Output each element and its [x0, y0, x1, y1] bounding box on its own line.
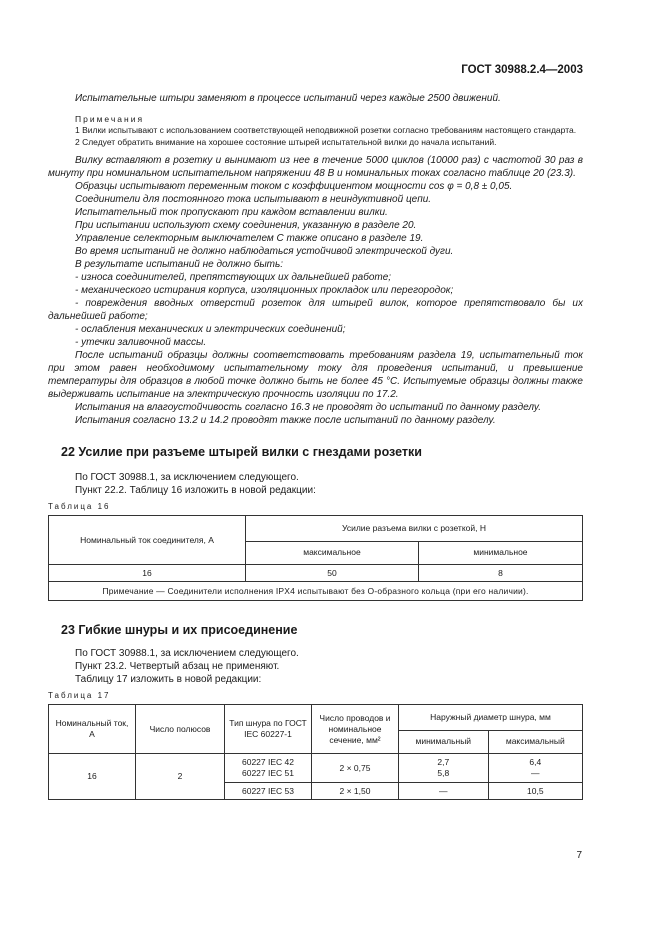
page-content [48, 92, 583, 800]
paragraph: По ГОСТ 30988.1, за исключением следующего. [75, 472, 299, 483]
paragraph: Управление селекторным выключателем С также описано в разделе 19. [75, 233, 424, 244]
paragraph: Испытательный ток пропускают при каждом вставлении вилки. [75, 207, 388, 218]
paragraph: Образцы испытывают переменным током с коэффициентом мощности cos φ = 0,8 ± 0,05. [75, 181, 513, 192]
paragraph: После испытаний образцы должны соответствовать требованиям раздела 19, испытательный ток при этом равен необходимому испытательному току для проведения испытаний, и превышение температуры для образцов в любой точке должно быть не более 45 °С. Испытуемые образцы должны также выдерживать испытание на электрическую прочность изоляции по 17.2. [48, 350, 583, 400]
paragraph: Пункт 23.2. Четвертый абзац не применяют. [75, 661, 280, 672]
cell-max: 50 [246, 565, 419, 582]
cell-wires: 2 × 1,50 [312, 783, 399, 800]
page-number: 7 [576, 850, 582, 861]
list-item: - износа соединителей, препятствующих их дальнейшей работе; [75, 272, 392, 283]
header-current: Номинальный ток, А [49, 705, 136, 754]
cell-diameter-min: 2,7 5,8 [399, 754, 489, 783]
paragraph: По ГОСТ 30988.1, за исключением следующего. [75, 648, 299, 659]
note: 1 Вилки испытывают с использованием соответствующей неподвижной розетки согласно требованиям настоящего стандарта. [75, 125, 577, 135]
paragraph: Испытательные штыри заменяют в процессе испытаний через каждые 2500 движений. [75, 93, 501, 104]
cell-poles: 2 [136, 754, 225, 800]
paragraph: Испытания согласно 13.2 и 14.2 проводят также после испытаний по данному разделу. [75, 415, 496, 426]
header-min: минимальное [418, 541, 582, 564]
header-diameter-max: максимальный [488, 730, 582, 753]
paragraph: Испытания на влагоустойчивость согласно 16.3 не проводят до испытаний по данному разделу. [75, 402, 541, 413]
header-diameter-min: минимальный [399, 730, 489, 753]
cell-diameter-max: 6,4 — [488, 754, 582, 783]
header-wires: Число проводов и номинальное сечение, мм² [312, 705, 399, 754]
header-force: Усилие разъема вилки с розеткой, Н [246, 516, 583, 542]
list-item: - повреждения вводных отверстий розеток для штырей вилок, которое препятствовало бы их дальнейшей работе; [48, 298, 583, 322]
header-poles: Число полюсов [136, 705, 225, 754]
cell-diameter-min: — [399, 783, 489, 800]
cell-current: 16 [49, 565, 246, 582]
paragraph: В результате испытаний не должно быть: [75, 259, 284, 270]
paragraph: Таблицу 17 изложить в новой редакции: [75, 674, 262, 685]
paragraph: Соединители для постоянного тока испытывают в неиндуктивной цепи. [75, 194, 432, 205]
list-item: - механического истирания корпуса, изоляционных прокладок или перегородок; [75, 285, 454, 296]
header-cord-type: Тип шнура по ГОСТ IEC 60227-1 [225, 705, 312, 754]
notes-heading: Примечания [75, 114, 145, 124]
table-16-caption: Таблица 16 [48, 502, 111, 511]
table-16-note: Примечание — Соединители исполнения IPX4 испытывают без О-образного кольца (при его наличии). [49, 582, 583, 601]
cell-diameter-max: 10,5 [488, 783, 582, 800]
document-code: ГОСТ 30988.2.4—2003 [461, 64, 583, 76]
paragraph: Вилку вставляют в розетку и вынимают из нее в течение 5000 циклов (10000 раз) с частотой 30 раз в минуту при номинальном испытательном напряжении 48 В и номинальных токах согласно таблице 20 (23.3). [48, 155, 583, 179]
table-17 [48, 704, 583, 800]
section-23-title: 23 Гибкие шнуры и их присоединение [61, 623, 298, 637]
header-diameter: Наружный диаметр шнура, мм [399, 705, 583, 731]
paragraph: При испытании используют схему соединения, указанную в разделе 20. [75, 220, 417, 231]
list-item: - утечки заливочной массы. [75, 337, 207, 348]
table-16 [48, 515, 583, 601]
section-22-title: 22 Усилие при разъеме штырей вилки с гнездами розетки [61, 445, 422, 459]
list-item: - ослабления механических и электрических соединений; [75, 324, 346, 335]
table-17-caption: Таблица 17 [48, 691, 111, 700]
cell-min: 8 [418, 565, 582, 582]
cell-current: 16 [49, 754, 136, 800]
cell-wires: 2 × 0,75 [312, 754, 399, 783]
paragraph: Пункт 22.2. Таблицу 16 изложить в новой редакции: [75, 485, 316, 496]
cell-cord-type: 60227 IEC 42 60227 IEC 51 [225, 754, 312, 783]
cell-cord-type: 60227 IEC 53 [225, 783, 312, 800]
header-current: Номинальный ток соединителя, А [49, 516, 246, 565]
header-max: максимальное [246, 541, 419, 564]
paragraph: Во время испытаний не должно наблюдаться устойчивой электрической дуги. [75, 246, 454, 257]
note: 2 Следует обратить внимание на хорошее состояние штырей испытательной вилки до начала испытаний. [75, 136, 497, 147]
